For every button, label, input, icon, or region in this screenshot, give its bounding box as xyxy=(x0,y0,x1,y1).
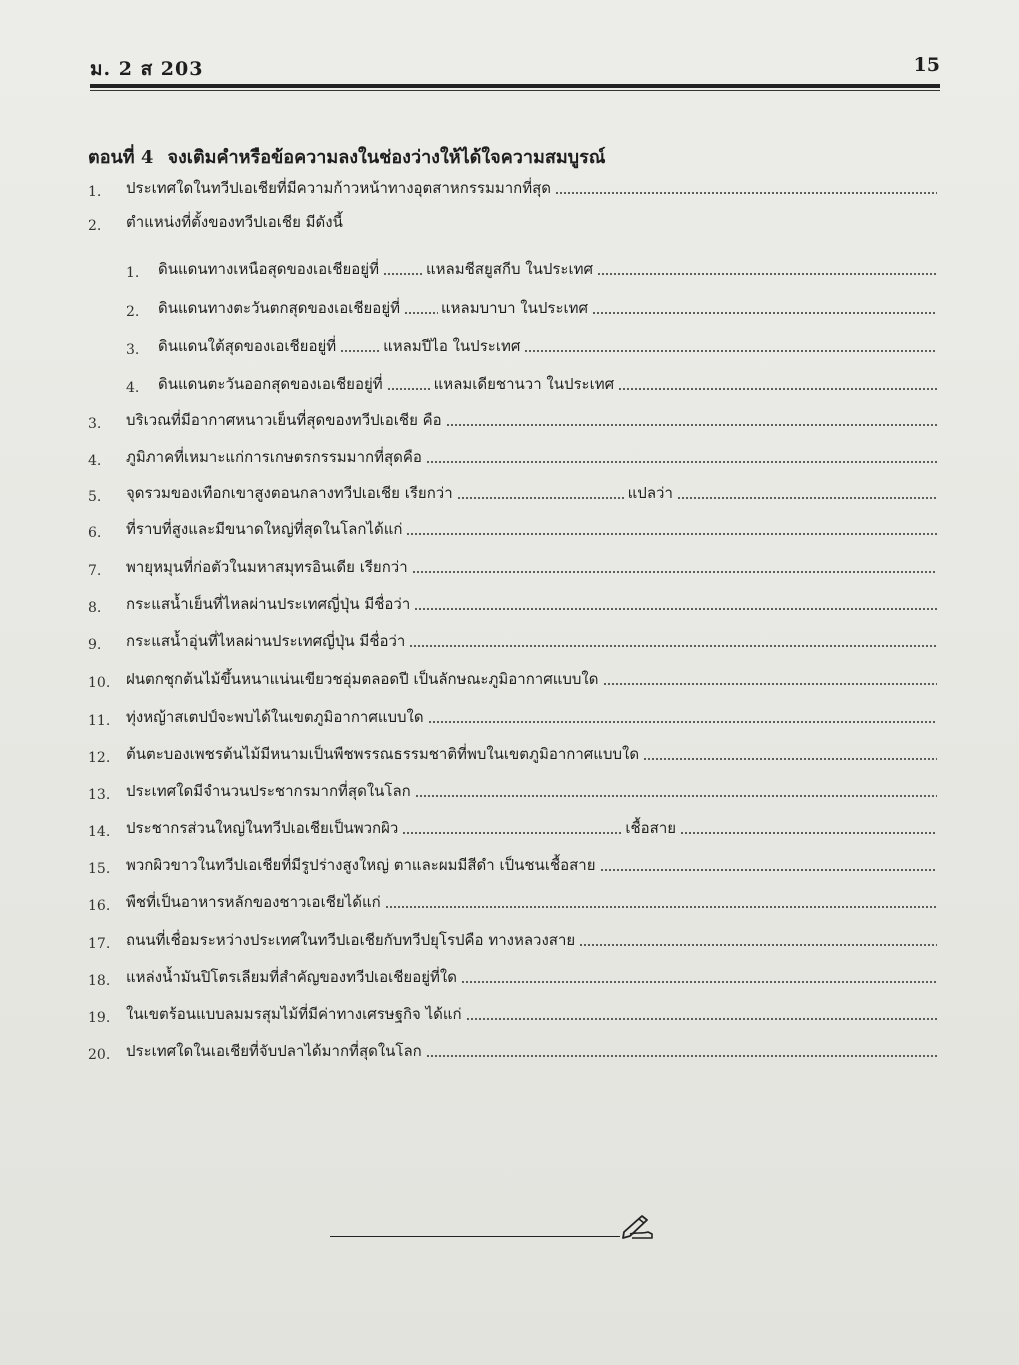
question-10 xyxy=(88,661,940,691)
answer-blank[interactable] xyxy=(426,460,937,464)
question-text-continued: แหลมชีสยูสกีบ ในประเทศ xyxy=(425,260,594,278)
answer-blank[interactable] xyxy=(680,831,937,835)
answer-blank[interactable] xyxy=(409,644,937,648)
answer-blank[interactable] xyxy=(415,794,937,798)
question-number: 17. xyxy=(88,936,111,952)
answer-blank[interactable] xyxy=(524,349,937,353)
question-text-continued: เชื้อสาย xyxy=(625,819,677,837)
section-title xyxy=(88,142,948,171)
page-number: 15 xyxy=(913,54,940,76)
question-number: 1. xyxy=(88,184,102,200)
question-number: 4. xyxy=(126,380,140,396)
question-15 xyxy=(88,847,940,877)
question-11 xyxy=(88,699,940,729)
question-text: แหล่งน้ำมันปิโตรเลียมที่สำคัญของทวีปเอเชียอยู่ที่ใด xyxy=(126,968,457,986)
question-number: 16. xyxy=(88,898,111,914)
answer-blank[interactable] xyxy=(597,272,937,276)
question-text: ภูมิภาคที่เหมาะแก่การเกษตรกรรมมากที่สุดคือ xyxy=(126,448,422,466)
question-number: 2. xyxy=(88,218,102,234)
question-number: 18. xyxy=(88,973,111,989)
question-text: ดินแดนทางเหนือสุดของเอเชียอยู่ที่ xyxy=(158,260,379,278)
question-18 xyxy=(88,959,940,989)
header-rule-thick xyxy=(90,84,940,88)
question-number: 13. xyxy=(88,787,111,803)
section-label: ตอนที่ 4 xyxy=(88,147,154,168)
question-text: ประเทศใดในเอเชียที่จับปลาได้มากที่สุดในโลก xyxy=(126,1042,422,1060)
question-text: พายุหมุนที่ก่อตัวในมหาสมุทรอินเดีย เรียกว่า xyxy=(126,558,408,576)
question-number: 14. xyxy=(88,824,111,840)
question-17 xyxy=(88,922,940,952)
question-19 xyxy=(88,996,940,1026)
question-5 xyxy=(88,475,940,505)
course-code: ม. 2 ส 203 xyxy=(90,58,204,80)
answer-blank[interactable] xyxy=(412,570,937,574)
question-number: 12. xyxy=(88,750,111,766)
question-number: 7. xyxy=(88,563,102,579)
pen-writing-icon xyxy=(618,1210,654,1240)
question-3 xyxy=(88,402,940,432)
answer-blank[interactable] xyxy=(603,682,938,686)
section-instruction: จงเติมคำหรือข้อความลงในช่องว่างให้ได้ใจความสมบูรณ์ xyxy=(167,147,606,168)
question-number: 1. xyxy=(126,265,140,281)
question-6 xyxy=(88,511,940,541)
question-12 xyxy=(88,736,940,766)
answer-blank[interactable] xyxy=(618,387,937,391)
page-header xyxy=(90,54,940,82)
answer-blank[interactable] xyxy=(461,980,937,984)
question-number: 19. xyxy=(88,1010,111,1026)
header-rule-thin xyxy=(90,90,940,91)
answer-blank[interactable] xyxy=(466,1017,937,1021)
question-text-continued: แปลว่า xyxy=(627,484,673,502)
answer-blank[interactable] xyxy=(385,905,937,909)
question-text: พืชที่เป็นอาหารหลักของชาวเอเชียได้แก่ xyxy=(126,893,381,911)
question-text: ดินแดนทางตะวันตกสุดของเอเชียอยู่ที่ xyxy=(158,299,400,317)
question-text: กระแสน้ำอุ่นที่ไหลผ่านประเทศญี่ปุ่น มีชื่อว่า xyxy=(126,632,406,650)
question-number: 10. xyxy=(88,675,111,691)
question-number: 5. xyxy=(88,489,102,505)
answer-blank[interactable] xyxy=(387,387,431,391)
question-text: พวกผิวขาวในทวีปเอเชียที่มีรูปร่างสูงใหญ่ ตาและผมมีสีดำ เป็นชนเชื้อสาย xyxy=(126,856,596,874)
answer-blank[interactable] xyxy=(643,757,937,761)
question-number: 2. xyxy=(126,304,140,320)
question-7 xyxy=(88,549,940,579)
question-number: 3. xyxy=(88,416,102,432)
answer-blank[interactable] xyxy=(457,496,625,500)
question-number: 3. xyxy=(126,342,140,358)
question-4 xyxy=(88,439,940,469)
question-number: 15. xyxy=(88,861,111,877)
question-2-sub-2 xyxy=(126,290,940,320)
question-text: ดินแดนตะวันออกสุดของเอเชียอยู่ที่ xyxy=(158,375,383,393)
question-number: 20. xyxy=(88,1047,111,1063)
question-text: ดินแดนใต้สุดของเอเชียอยู่ที่ xyxy=(158,337,337,355)
question-text-continued: แหลมเดียชานวา ในประเทศ xyxy=(433,375,615,393)
answer-blank[interactable] xyxy=(402,831,622,835)
question-text: ฝนตกชุกต้นไม้ขึ้นหนาแน่นเขียวชอุ่มตลอดปี เป็นลักษณะภูมิอากาศแบบใด xyxy=(126,670,599,688)
question-text: บริเวณที่มีอากาศหนาวเย็นที่สุดของทวีปเอเชีย คือ xyxy=(126,411,442,429)
answer-blank[interactable] xyxy=(600,868,938,872)
question-text-continued: แหลมปีไอ ในประเทศ xyxy=(383,337,521,355)
answer-blank[interactable] xyxy=(555,191,937,195)
question-text: ทุ่งหญ้าสเตปป์จะพบได้ในเขตภูมิอากาศแบบใด xyxy=(126,708,424,726)
question-2-sub-1 xyxy=(126,251,940,281)
answer-blank[interactable] xyxy=(404,311,438,315)
question-1 xyxy=(88,170,940,200)
question-number: 9. xyxy=(88,637,102,653)
question-number: 6. xyxy=(88,525,102,541)
answer-blank[interactable] xyxy=(677,496,937,500)
question-text: ประเทศใดในทวีปเอเชียที่มีความก้าวหน้าทางอุตสาหกรรมมากที่สุด xyxy=(126,179,552,197)
question-text: ประชากรส่วนใหญ่ในทวีปเอเชียเป็นพวกผิว xyxy=(126,819,399,837)
question-2-sub-4 xyxy=(126,366,940,396)
question-text: จุดรวมของเทือกเขาสูงตอนกลางทวีปเอเชีย เรียกว่า xyxy=(126,484,453,502)
answer-blank[interactable] xyxy=(340,349,380,353)
question-20 xyxy=(88,1033,940,1063)
question-8 xyxy=(88,586,940,616)
answer-blank[interactable] xyxy=(406,532,937,536)
question-number: 4. xyxy=(88,453,102,469)
answer-blank[interactable] xyxy=(592,311,937,315)
question-text: ที่ราบที่สูงและมีขนาดใหญ่ที่สุดในโลกได้แก่ xyxy=(126,520,403,538)
question-13 xyxy=(88,773,940,803)
question-text: กระแสน้ำเย็นที่ไหลผ่านประเทศญี่ปุ่น มีชื่อว่า xyxy=(126,595,411,613)
question-text-continued: แหลมบาบา ในประเทศ xyxy=(441,299,589,317)
question-text: ประเทศใดมีจำนวนประชากรมากที่สุดในโลก xyxy=(126,782,411,800)
answer-blank[interactable] xyxy=(383,272,423,276)
question-16 xyxy=(88,884,940,914)
question-text: ในเขตร้อนแบบลมมรสุมไม้ที่มีค่าทางเศรษฐกิจ ได้แก่ xyxy=(126,1005,462,1023)
question-2 xyxy=(88,204,940,234)
question-text: ต้นตะบองเพชรต้นไม้มีหนามเป็นพืชพรรณธรรมชาติที่พบในเขตภูมิอากาศแบบใด xyxy=(126,745,640,763)
question-text: ถนนที่เชื่อมระหว่างประเทศในทวีปเอเชียกับทวีปยุโรปคือ ทางหลวงสาย xyxy=(126,931,576,949)
answer-blank[interactable] xyxy=(579,943,937,947)
question-number: 8. xyxy=(88,600,102,616)
answer-blank[interactable] xyxy=(446,423,937,427)
question-number: 11. xyxy=(88,713,111,729)
signature-line xyxy=(330,1236,620,1237)
question-9 xyxy=(88,623,940,653)
question-14 xyxy=(88,810,940,840)
question-text: ตำแหน่งที่ตั้งของทวีปเอเชีย มีดังนี้ xyxy=(126,213,343,231)
answer-blank[interactable] xyxy=(428,720,937,724)
question-2-sub-3 xyxy=(126,328,940,358)
answer-blank[interactable] xyxy=(414,607,937,611)
answer-blank[interactable] xyxy=(426,1054,937,1058)
